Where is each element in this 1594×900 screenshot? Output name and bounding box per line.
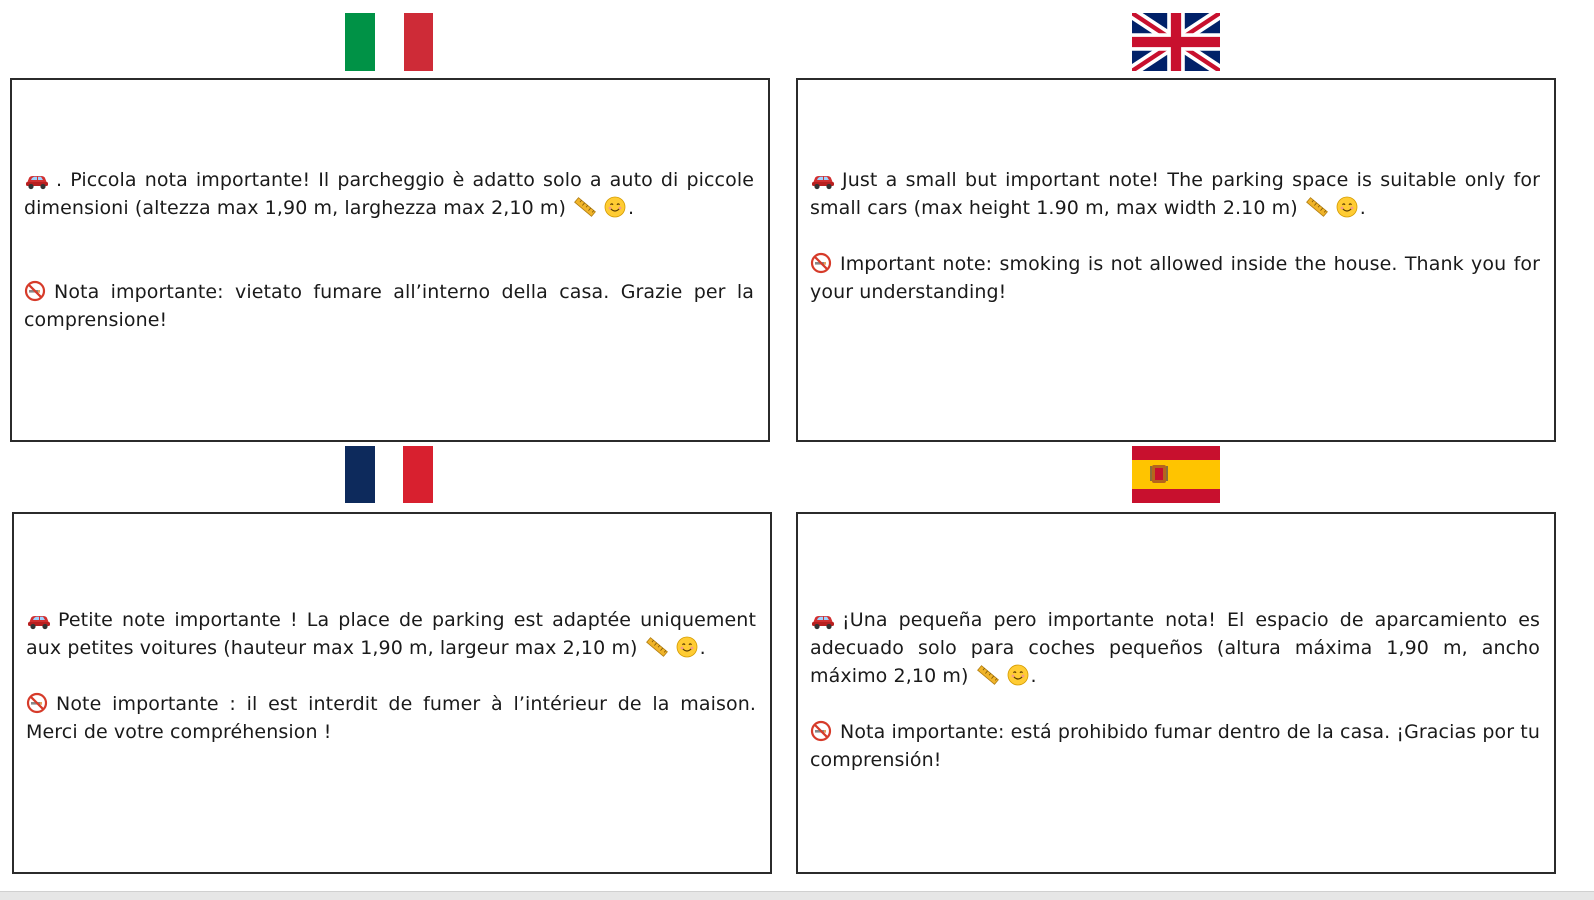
english-note-box bbox=[796, 78, 1556, 442]
smiling-face-icon bbox=[1336, 196, 1358, 218]
smiling-face-icon bbox=[604, 196, 626, 218]
french-parking-note bbox=[26, 606, 756, 662]
french-smoking-text: Note importante : il est interdit de fumer à l’intérieur de la maison. Merci de votre compréhension ! bbox=[26, 693, 756, 743]
car-icon bbox=[810, 170, 836, 190]
italian-parking-prefix: . bbox=[56, 169, 71, 191]
english-smoking-text: Important note: smoking is not allowed inside the house. Thank you for your understanding! bbox=[810, 253, 1540, 303]
french-smoking-note bbox=[26, 690, 756, 746]
spanish-parking-end: . bbox=[1030, 665, 1037, 687]
spanish-parking-note bbox=[810, 606, 1540, 690]
france-flag bbox=[345, 446, 433, 503]
no-smoking-icon bbox=[810, 252, 832, 274]
spanish-smoking-text: Nota importante: está prohibido fumar dentro de la casa. ¡Gracias por tu comprensión! bbox=[810, 721, 1540, 771]
english-parking-text: Just a small but important note! The parking space is suitable only for small cars (max height 1.90 m, max width 2.10 m) bbox=[810, 169, 1540, 219]
car-icon bbox=[24, 170, 50, 190]
ruler-icon bbox=[975, 664, 1001, 686]
italian-smoking-note bbox=[24, 278, 754, 334]
italian-parking-text: Piccola nota importante! Il parcheggio è adatto solo a auto di piccole dimensioni (altezza max 1,90 m, larghezza max 2,10 m) bbox=[24, 169, 754, 219]
no-smoking-icon bbox=[26, 692, 48, 714]
smiling-face-icon bbox=[676, 636, 698, 658]
english-note-content bbox=[810, 166, 1540, 306]
french-note-box bbox=[12, 512, 772, 874]
french-parking-end: . bbox=[699, 637, 706, 659]
no-smoking-icon bbox=[24, 280, 46, 302]
spanish-note-box bbox=[796, 512, 1556, 874]
italian-note-box bbox=[10, 78, 770, 442]
spanish-parking-text: ¡Una pequeña pero importante nota! El espacio de aparcamiento es adecuado solo para coches pequeños (altura máxima 1,90 m, ancho máximo 2,10 m) bbox=[810, 609, 1540, 687]
car-icon bbox=[26, 610, 52, 630]
english-parking-end: . bbox=[1359, 197, 1366, 219]
italian-smoking-text: Nota importante: vietato fumare all’interno della casa. Grazie per la comprensione! bbox=[24, 281, 754, 331]
spanish-smoking-note bbox=[810, 718, 1540, 774]
italian-parking-note bbox=[24, 166, 754, 222]
smiling-face-icon bbox=[1007, 664, 1029, 686]
english-parking-note bbox=[810, 166, 1540, 222]
italy-flag bbox=[345, 13, 433, 71]
english-smoking-note bbox=[810, 250, 1540, 306]
french-parking-text: Petite note importante ! La place de parking est adaptée uniquement aux petites voitures (hauteur max 1,90 m, largeur max 2,10 m) bbox=[26, 609, 756, 659]
ruler-icon bbox=[644, 636, 670, 658]
uk-flag bbox=[1132, 13, 1220, 71]
no-smoking-icon bbox=[810, 720, 832, 742]
french-note-content bbox=[26, 606, 756, 746]
bottom-scroll-strip bbox=[0, 891, 1594, 900]
spain-flag bbox=[1132, 446, 1220, 503]
car-icon bbox=[810, 610, 836, 630]
italian-parking-end: . bbox=[628, 197, 635, 219]
ruler-icon bbox=[1304, 196, 1330, 218]
italian-note-content bbox=[24, 166, 754, 334]
spanish-note-content bbox=[810, 606, 1540, 774]
ruler-icon bbox=[572, 196, 598, 218]
